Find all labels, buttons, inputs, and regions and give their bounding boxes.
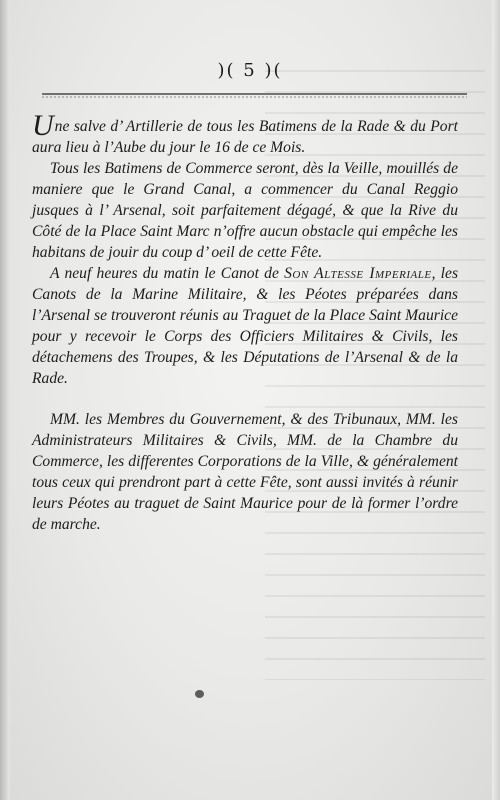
- drop-cap: U: [32, 109, 54, 142]
- page-left-edge: [0, 0, 10, 800]
- paragraph-merchant-ships: [32, 158, 458, 263]
- body-text: [32, 109, 459, 535]
- paragraph-salute: [32, 109, 458, 158]
- paragraph-canot-text-c: , les Canots de la Marine Militaire, & les Péotes préparées dans l’Arsenal se trouveront réunis au Traguet de la Place Saint Maurice pour y recevoir le Corps des Officiers Militaires & Civils, les détachemens des Troupes, & les Députations de l’Arsenal & de la Rade.: [32, 265, 459, 387]
- paragraph-salute-text: ne salve d’ Artillerie de tous les Batimens de la Rade & du Port aura lieu à l’Aube du jour le 16 de ce Mois.: [32, 118, 458, 156]
- header-rule-graphic: [42, 92, 467, 99]
- page-number-value: 5: [243, 60, 257, 81]
- page-number: [0, 60, 500, 81]
- header-rule: [42, 92, 467, 99]
- paragraph-members: [32, 409, 458, 535]
- paragraph-merchant-ships-text: Tous les Batimens de Commerce seront, dès la Veille, mouillés de maniere que le Grand Canal, a commencer du Canal Reggio jusques à l’ Arsenal, soit parfaitement dégagé, & que la Rive du Côté de la Place Saint Marc n’offre aucun obstacle qui empêche les habitans de jouir du coup d’ oeil de cette Fête.: [32, 160, 458, 261]
- page-number-right-ornament: )(: [264, 60, 283, 81]
- page-right-edge: [492, 0, 500, 800]
- paragraph-canot: [32, 263, 458, 389]
- ink-spot: [195, 690, 204, 698]
- page-number-left-ornament: )(: [217, 60, 236, 81]
- paragraph-canot-highness: Son Altesse Imperiale: [284, 265, 432, 282]
- paragraph-members-text: MM. les Membres du Gouvernement, & des Tribunaux, MM. les Administrateurs Militaires & Civils, MM. de la Chambre du Commerce, les differentes Corporations de la Ville, & généralement tous ceux qui prendront part à cette Fête, sont aussi invités à réunir leurs Péotes au traguet de Saint Maurice pour de là former l’ordre de marche.: [32, 411, 458, 533]
- paragraph-canot-text-a: A neuf heures du matin le Canot de: [50, 265, 285, 282]
